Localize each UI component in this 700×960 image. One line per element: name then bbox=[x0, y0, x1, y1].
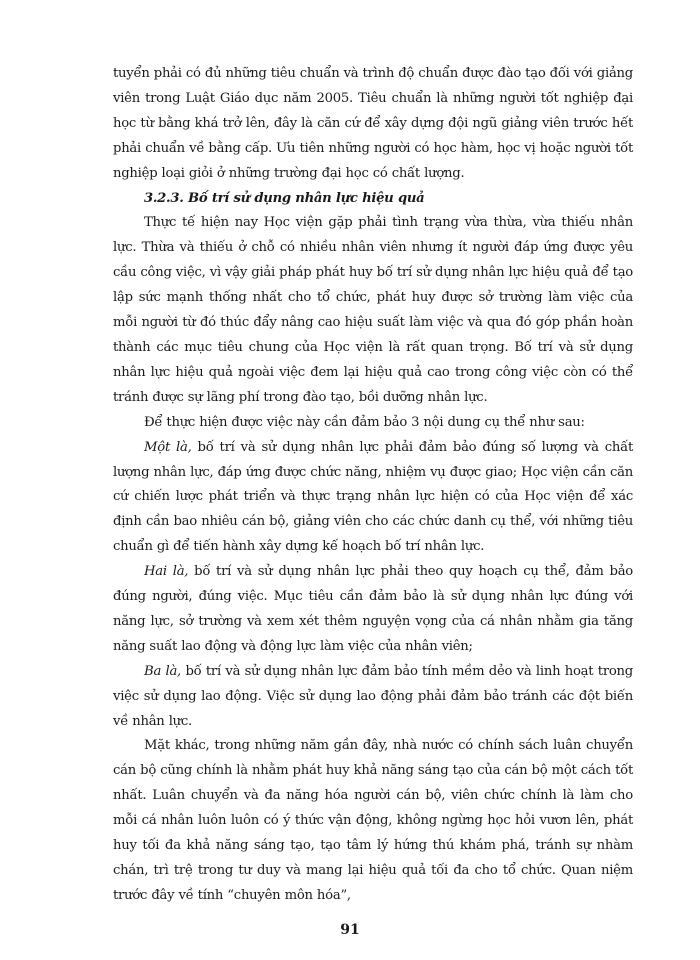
body-text bbox=[113, 62, 633, 909]
list-item-1-text: bố trí và sử dụng nhân lực phải đảm bảo đúng số lượng và chất lượng nhân lực, đáp ứng được chức năng, nhiệm vụ được giao; Học viện cần căn cứ chiến lược phát triển và thực trạng nhân lực hiện có của Học viện để xác định cần bao nhiêu cán bộ, giảng viên cho các chức danh cụ thể, với những tiêu chuẩn gì để tiến hành xây dựng kế hoạch bố trí nhân lực. bbox=[113, 439, 634, 555]
list-item-3-lead: Ba là, bbox=[144, 663, 182, 679]
list-item-1-lead: Một là, bbox=[144, 439, 192, 455]
list-item-3-text: bố trí và sử dụng nhân lực đảm bảo tính mềm dẻo và linh hoạt trong việc sử dụng lao động. Việc sử dụng lao động phải đảm bảo tránh các đột biến về nhân lực. bbox=[113, 663, 633, 729]
list-item-2-lead: Hai là, bbox=[144, 564, 189, 580]
section-heading: 3.2.3. Bố trí sử dụng nhân lực hiệu quả bbox=[144, 190, 425, 206]
list-item-1 bbox=[113, 436, 633, 561]
paragraph-rotation: Mặt khác, trong những năm gần đây, nhà nước có chính sách luân chuyển cán bộ cũng chính là nhằm phát huy khả năng sáng tạo của cán bộ một cách tốt nhất. Luân chuyển và đa năng hóa người cán bộ, viên chức chính là làm cho mỗi cá nhân luôn luôn có ý thức vận động, không ngừng học hỏi vươn lên, phát huy tối đa khả năng sáng tạo, tạo tâm lý hứng thú khám phá, tránh sự nhàm chán, trì trệ trong tư duy và mang lại hiệu quả tối đa cho tổ chức. Quan niệm trước đây về tính “chuyên môn hóa”, bbox=[113, 738, 633, 903]
paragraph-continuation: tuyển phải có đủ những tiêu chuẩn và trình độ chuẩn được đào tạo đối với giảng viên trong Luật Giáo dục năm 2005. Tiêu chuẩn là những người tốt nghiệp đại học từ bằng khá trở lên, đây là căn cứ để xây dựng đội ngũ giảng viên trước hết phải chuẩn về bằng cấp. Ưu tiên những người có học hàm, học vị hoặc người tốt nghiệp loại giỏi ở những trường đại học có chất lượng. bbox=[113, 66, 633, 181]
paragraph-current-situation: Thực tế hiện nay Học viện gặp phải tình trạng vừa thừa, vừa thiếu nhân lực. Thừa và thiếu ở chỗ có nhiều nhân viên nhưng ít người đáp ứng được yêu cầu công việc, vì vậy giải pháp phát huy bố trí sử dụng nhân lực hiệu quả để tạo lập sức mạnh thống nhất cho tổ chức, phát huy được sở trường làm việc của mỗi người từ đó thúc đẩy nâng cao hiệu suất làm việc và qua đó góp phần hoàn thành các mục tiêu chung của Học viện là rất quan trọng. Bố trí và sử dụng nhân lực hiệu quả ngoài việc đem lại hiệu quả cao trong công việc còn có thể tránh được sự lãng phí trong đào tạo, bồi dưỡng nhân lực. bbox=[113, 215, 633, 405]
paragraph-intro-list: Để thực hiện được việc này cần đảm bảo 3 nội dung cụ thể như sau: bbox=[144, 414, 585, 430]
page-number: 91 bbox=[340, 922, 360, 938]
list-item-3 bbox=[113, 660, 633, 735]
list-item-2-text: bố trí và sử dụng nhân lực phải theo quy hoạch cụ thể, đảm bảo đúng người, đúng việc. Mục tiêu cần đảm bảo là sử dụng nhân lực đúng với năng lực, sở trường và xem xét thêm nguyện vọng của cá nhân nhằm gia tăng năng suất lao động và động lực làm việc của nhân viên; bbox=[113, 564, 633, 654]
list-item-2 bbox=[113, 560, 633, 660]
